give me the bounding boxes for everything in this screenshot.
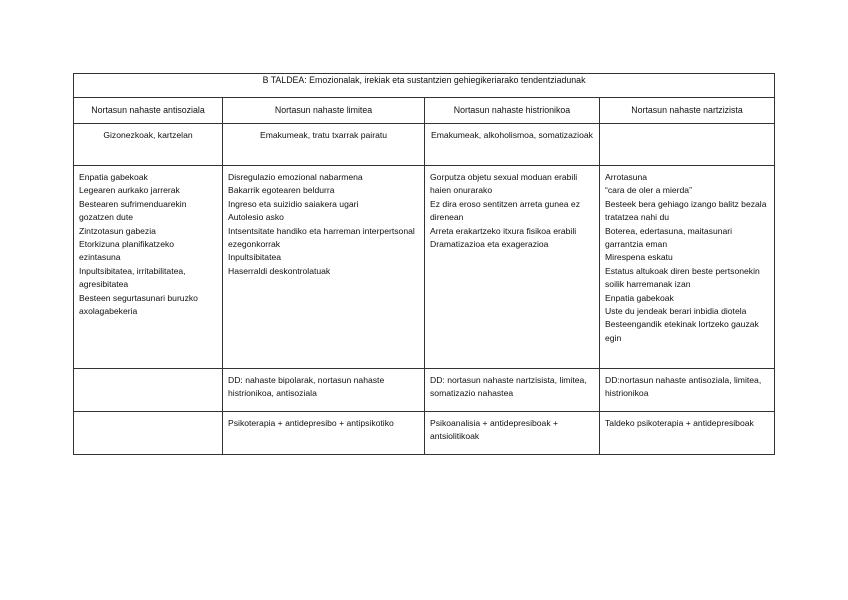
dd-cell-limitea: DD: nahaste bipolarak, nortasun nahaste histrionikoa, antisoziala bbox=[223, 369, 425, 412]
dd-cell-antisocial bbox=[74, 369, 223, 412]
treatment-cell-histrionic: Psikoanalisia + antidepresiboak + antsiolitikoak bbox=[425, 412, 600, 455]
column-header-narcissist: Nortasun nahaste nartzizista bbox=[600, 98, 775, 124]
group-cell-narcissist bbox=[600, 124, 775, 166]
symptom-item: Arrotasuna bbox=[605, 172, 648, 182]
personality-disorders-table bbox=[73, 73, 775, 455]
column-header-histrionic: Nortasun nahaste histrionikoa bbox=[425, 98, 600, 124]
symptom-item: Mirespena eskatu bbox=[605, 252, 673, 263]
table-title: B TALDEA: Emozionalak, irekiak eta sustantzien gehiegikeriarako tendentziadunak bbox=[74, 74, 775, 98]
symptom-item: Ingreso eta suizidio saiakera ugari bbox=[228, 198, 359, 209]
symptom-item: Gorputza objetu sexual moduan erabili haien onurarako bbox=[430, 172, 578, 196]
symptom-list bbox=[605, 171, 769, 345]
column-header-antisocial: Nortasun nahaste antisoziala bbox=[74, 98, 223, 124]
symptoms-cell-antisocial bbox=[74, 166, 223, 369]
symptom-item: Ez dira eroso sentitzen arreta gunea ez direnean bbox=[430, 198, 581, 223]
group-cell-histrionic: Emakumeak, alkoholismoa, somatizazioak bbox=[425, 124, 600, 166]
symptom-item: Uste du jendeak berari inbidia diotela bbox=[605, 306, 747, 317]
symptom-item: Besteek bera gehiago izango balitz bezala tratatzea nahi du bbox=[605, 198, 767, 223]
dd-cell-narcissist: DD:nortasun nahaste antisoziala, limitea, histrionikoa bbox=[600, 369, 775, 412]
symptoms-cell-limitea bbox=[223, 166, 425, 369]
symptom-list bbox=[228, 171, 419, 278]
symptom-item: Haserraldi deskontrolatuak bbox=[228, 265, 331, 276]
symptom-item: Dramatizazioa eta exagerazioa bbox=[430, 239, 549, 250]
treatment-cell-limitea: Psikoterapia + antidepresibo + antipsikotiko bbox=[223, 412, 425, 455]
symptom-item: Enpatia gabekoak bbox=[79, 172, 148, 182]
treatment-cell-narcissist: Taldeko psikoterapia + antidepresiboak bbox=[600, 412, 775, 455]
group-cell-antisocial: Gizonezkoak, kartzelan bbox=[74, 124, 223, 166]
symptom-item: Zintzotasun gabezia bbox=[79, 225, 156, 236]
symptom-item: “cara de oler a mierda” bbox=[605, 185, 692, 196]
symptoms-cell-histrionic bbox=[425, 166, 600, 369]
symptom-item: Enpatia gabekoak bbox=[605, 292, 674, 303]
symptom-item: Bakarrik egotearen beldurra bbox=[228, 185, 335, 196]
symptom-item: Disregulazio emozional nabarmena bbox=[228, 172, 363, 182]
symptom-item: Arreta erakartzeko itxura fisikoa erabili bbox=[430, 225, 577, 236]
symptoms-cell-narcissist bbox=[600, 166, 775, 369]
symptom-item: Bestearen sufrimenduarekin gozatzen dute bbox=[79, 198, 187, 223]
symptom-item: Etorkizuna planifikatzeko ezintasuna bbox=[79, 239, 175, 263]
symptom-item: Autolesio asko bbox=[228, 212, 284, 223]
symptom-item: Intsentsitate handiko eta harreman interpertsonal ezegonkorrak bbox=[228, 225, 415, 250]
symptom-item: Besteen segurtasunari buruzko axolagabekeria bbox=[79, 292, 198, 317]
symptom-item: Boterea, edertasuna, maitasunari garrantzia eman bbox=[605, 225, 733, 250]
symptom-item: Inpultsibitatea, irritabilitatea, agresibitatea bbox=[79, 265, 186, 290]
symptom-item: Inpultsibitatea bbox=[228, 252, 282, 263]
symptom-item: Besteengandik etekinak lortzeko gauzak egin bbox=[605, 319, 759, 343]
column-header-limitea: Nortasun nahaste limitea bbox=[223, 98, 425, 124]
symptom-list bbox=[430, 171, 594, 251]
dd-cell-histrionic: DD: nortasun nahaste nartzisista, limitea, somatizazio nahastea bbox=[425, 369, 600, 412]
group-cell-limitea: Emakumeak, tratu txarrak pairatu bbox=[223, 124, 425, 166]
treatment-cell-antisocial bbox=[74, 412, 223, 455]
symptom-item: Legearen aurkako jarrerak bbox=[79, 185, 180, 196]
symptom-item: Estatus altukoak diren beste pertsonekin soilik harremanak izan bbox=[605, 265, 760, 290]
symptom-list bbox=[79, 171, 217, 318]
